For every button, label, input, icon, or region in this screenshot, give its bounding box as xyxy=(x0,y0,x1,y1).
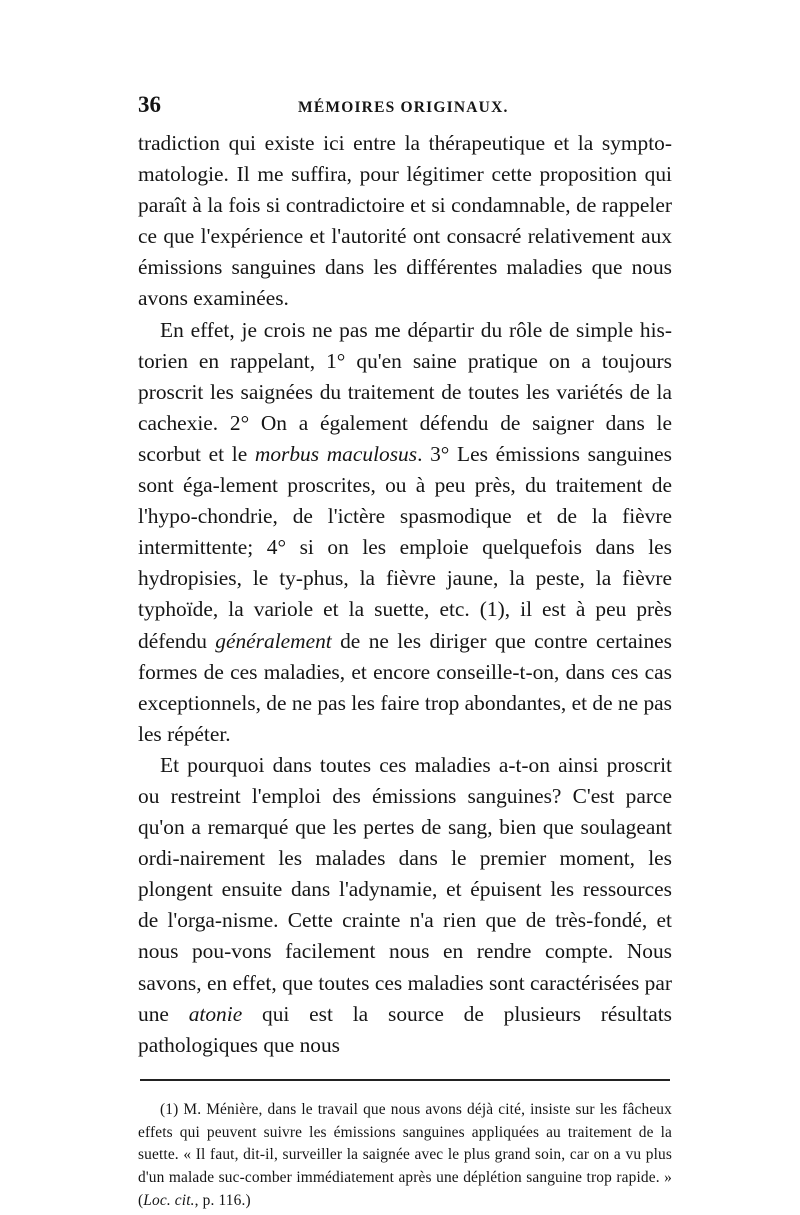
page-header xyxy=(138,92,672,128)
paragraph-2-part-5: de ne les diriger que contre certaines formes de ces maladies, et encore conseille-t-on, dans ces cas exceptionnels, de ne pas les faire trop abondantes, et de ne pas les répéter. xyxy=(138,628,672,746)
footnote-text xyxy=(138,1099,672,1213)
paragraph-3 xyxy=(138,750,672,1061)
paragraph-3-part-3: qui est la source de plusieurs résultats pathologiques que nous xyxy=(138,1001,673,1057)
page-number: 36 xyxy=(138,92,161,117)
footnote-part-1: (1) M. Ménière, dans le travail que nous avons déjà cité, insiste sur les fâcheux effets qui peuvent suivre les émissions sanguines appliquées au traitement de la suette. « Il faut, dit-il, surveiller la saignée avec le plus grand soin, car on a vu plus d'un malade suc-comber immédiatement après une déplétion sanguine trop rapide. » ( xyxy=(138,1100,672,1209)
paragraph-2 xyxy=(138,315,672,750)
running-head: MÉMOIRES ORIGINAUX. xyxy=(298,99,509,116)
footnote-part-3: , p. 116.) xyxy=(194,1191,251,1209)
italic-term-morbus-maculosus: morbus maculosus xyxy=(254,441,418,466)
paragraph-3-part-1: Et pourquoi dans toutes ces maladies a-t-on ainsi proscrit ou restreint l'emploi des émissions sanguines? C'est parce qu'on a remarqué que les pertes de sang, bien que soulageant ordi-nairement les malades dans le premier moment, les plongent ensuite dans l'adynamie, et épuisent les ressources de l'orga-nisme. Cette crainte n'a rien que de très-fondé, et nous pou-vons facilement nous en rendre compte. Nous savons, en effet, que toutes ces maladies sont caractérisées par une xyxy=(138,752,672,1026)
body-text xyxy=(138,128,672,1061)
paragraph-2-part-3: . 3° Les émissions sanguines sont éga-lement proscrites, ou à peu près, du traitement de l'hypo-chondrie, de l'ictère spasmodique et de la fièvre intermittente; 4° si on les emploie quelquefois dans les hydropisies, le ty-phus, la fièvre jaune, la peste, la fièvre typhoïde, la variole et la suette, etc. (1), il est à peu près défendu xyxy=(138,441,672,653)
italic-term-generalement: généralement xyxy=(215,628,332,653)
paragraph-2-part-1: En effet, je crois ne pas me départir du rôle de simple his-torien en rappelant, 1° qu'en saine pratique on a toujours proscrit les saignées du traitement de toutes les variétés de la cachexie. 2° On a également défendu de saigner dans le scorbut et le xyxy=(138,317,672,466)
footnote-divider xyxy=(140,1079,670,1081)
footnote xyxy=(138,1099,672,1213)
document-page xyxy=(138,92,672,1212)
italic-loc-cit: Loc. cit. xyxy=(143,1191,195,1209)
paragraph-1: tradiction qui existe ici entre la thérapeutique et la sympto-matologie. Il me suffira, pour légitimer cette proposition qui paraît à la fois si contradictoire et si condamnable, de rappeler ce que l'expérience et l'autorité ont consacré relativement aux émissions sanguines dans les différentes maladies que nous avons examinées. xyxy=(138,131,672,311)
italic-term-atonie: atonie xyxy=(188,1001,243,1026)
